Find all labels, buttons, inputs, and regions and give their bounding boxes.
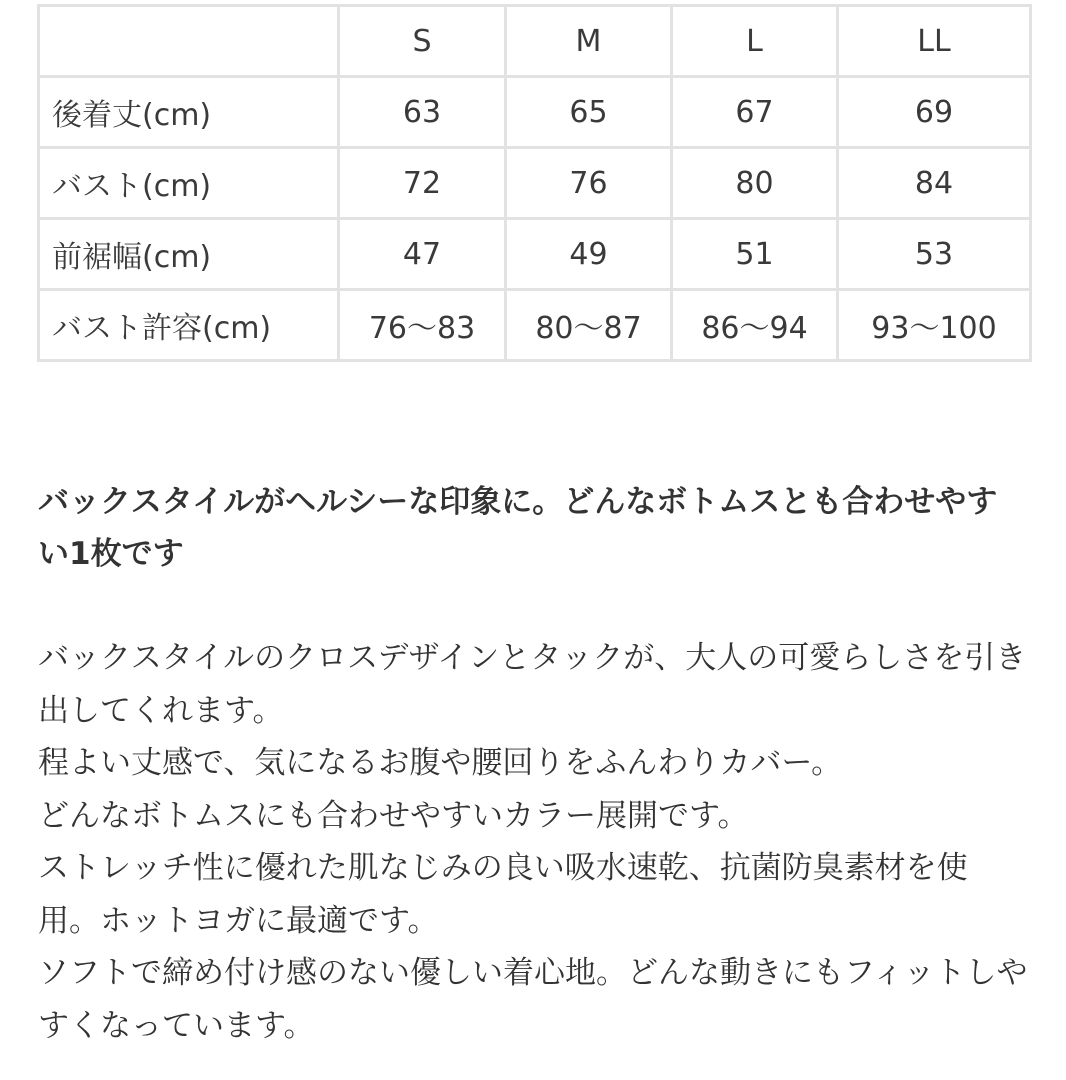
table-cell: 69 [838,77,1031,148]
table-row [39,77,1031,148]
table-cell: 84 [838,148,1031,219]
table-cell: 65 [506,77,672,148]
table-cell: 76 [506,148,672,219]
row-label: バスト(cm) [39,148,339,219]
table-cell: 76〜83 [339,290,506,361]
size-header-m: M [506,6,672,77]
description-line: バックスタイルのクロスデザインとタックが、大人の可愛らしさを引き出してくれます。 [38,640,1027,729]
table-cell: 63 [339,77,506,148]
table-row [39,148,1031,219]
size-header-ll: LL [838,6,1031,77]
table-cell: 86〜94 [672,290,838,361]
table-cell: 80〜87 [506,290,672,361]
size-header-s: S [339,6,506,77]
table-cell: 93〜100 [838,290,1031,361]
description-line: 程よい丈感で、気になるお腹や腰回りをふんわりカバー。 [38,745,843,781]
table-cell: 53 [838,219,1031,290]
product-description [38,632,1028,1052]
product-headline: バックスタイルがヘルシーな印象に。どんなボトムスとも合わせやすい1枚です [38,484,998,572]
table-cell: 47 [339,219,506,290]
table-cell: 51 [672,219,838,290]
description-line: ソフトで締め付け感のない優しい着心地。どんな動きにもフィットしやすくなっています。 [38,955,1028,1044]
size-header-l: L [672,6,838,77]
size-header-corner [39,6,339,77]
size-header-row [39,6,1031,77]
table-row [39,219,1031,290]
row-label: バスト許容(cm) [39,290,339,361]
row-label: 前裾幅(cm) [39,219,339,290]
row-label: 後着丈(cm) [39,77,339,148]
description-line: ストレッチ性に優れた肌なじみの良い吸水速乾、抗菌防臭素材を使用。ホットヨガに最適です。 [38,850,968,939]
table-cell: 67 [672,77,838,148]
table-row [39,290,1031,361]
description-line: どんなボトムスにも合わせやすいカラー展開です。 [38,797,749,834]
table-cell: 72 [339,148,506,219]
size-chart-table [37,4,1032,362]
table-cell: 80 [672,148,838,219]
table-cell: 49 [506,219,672,290]
